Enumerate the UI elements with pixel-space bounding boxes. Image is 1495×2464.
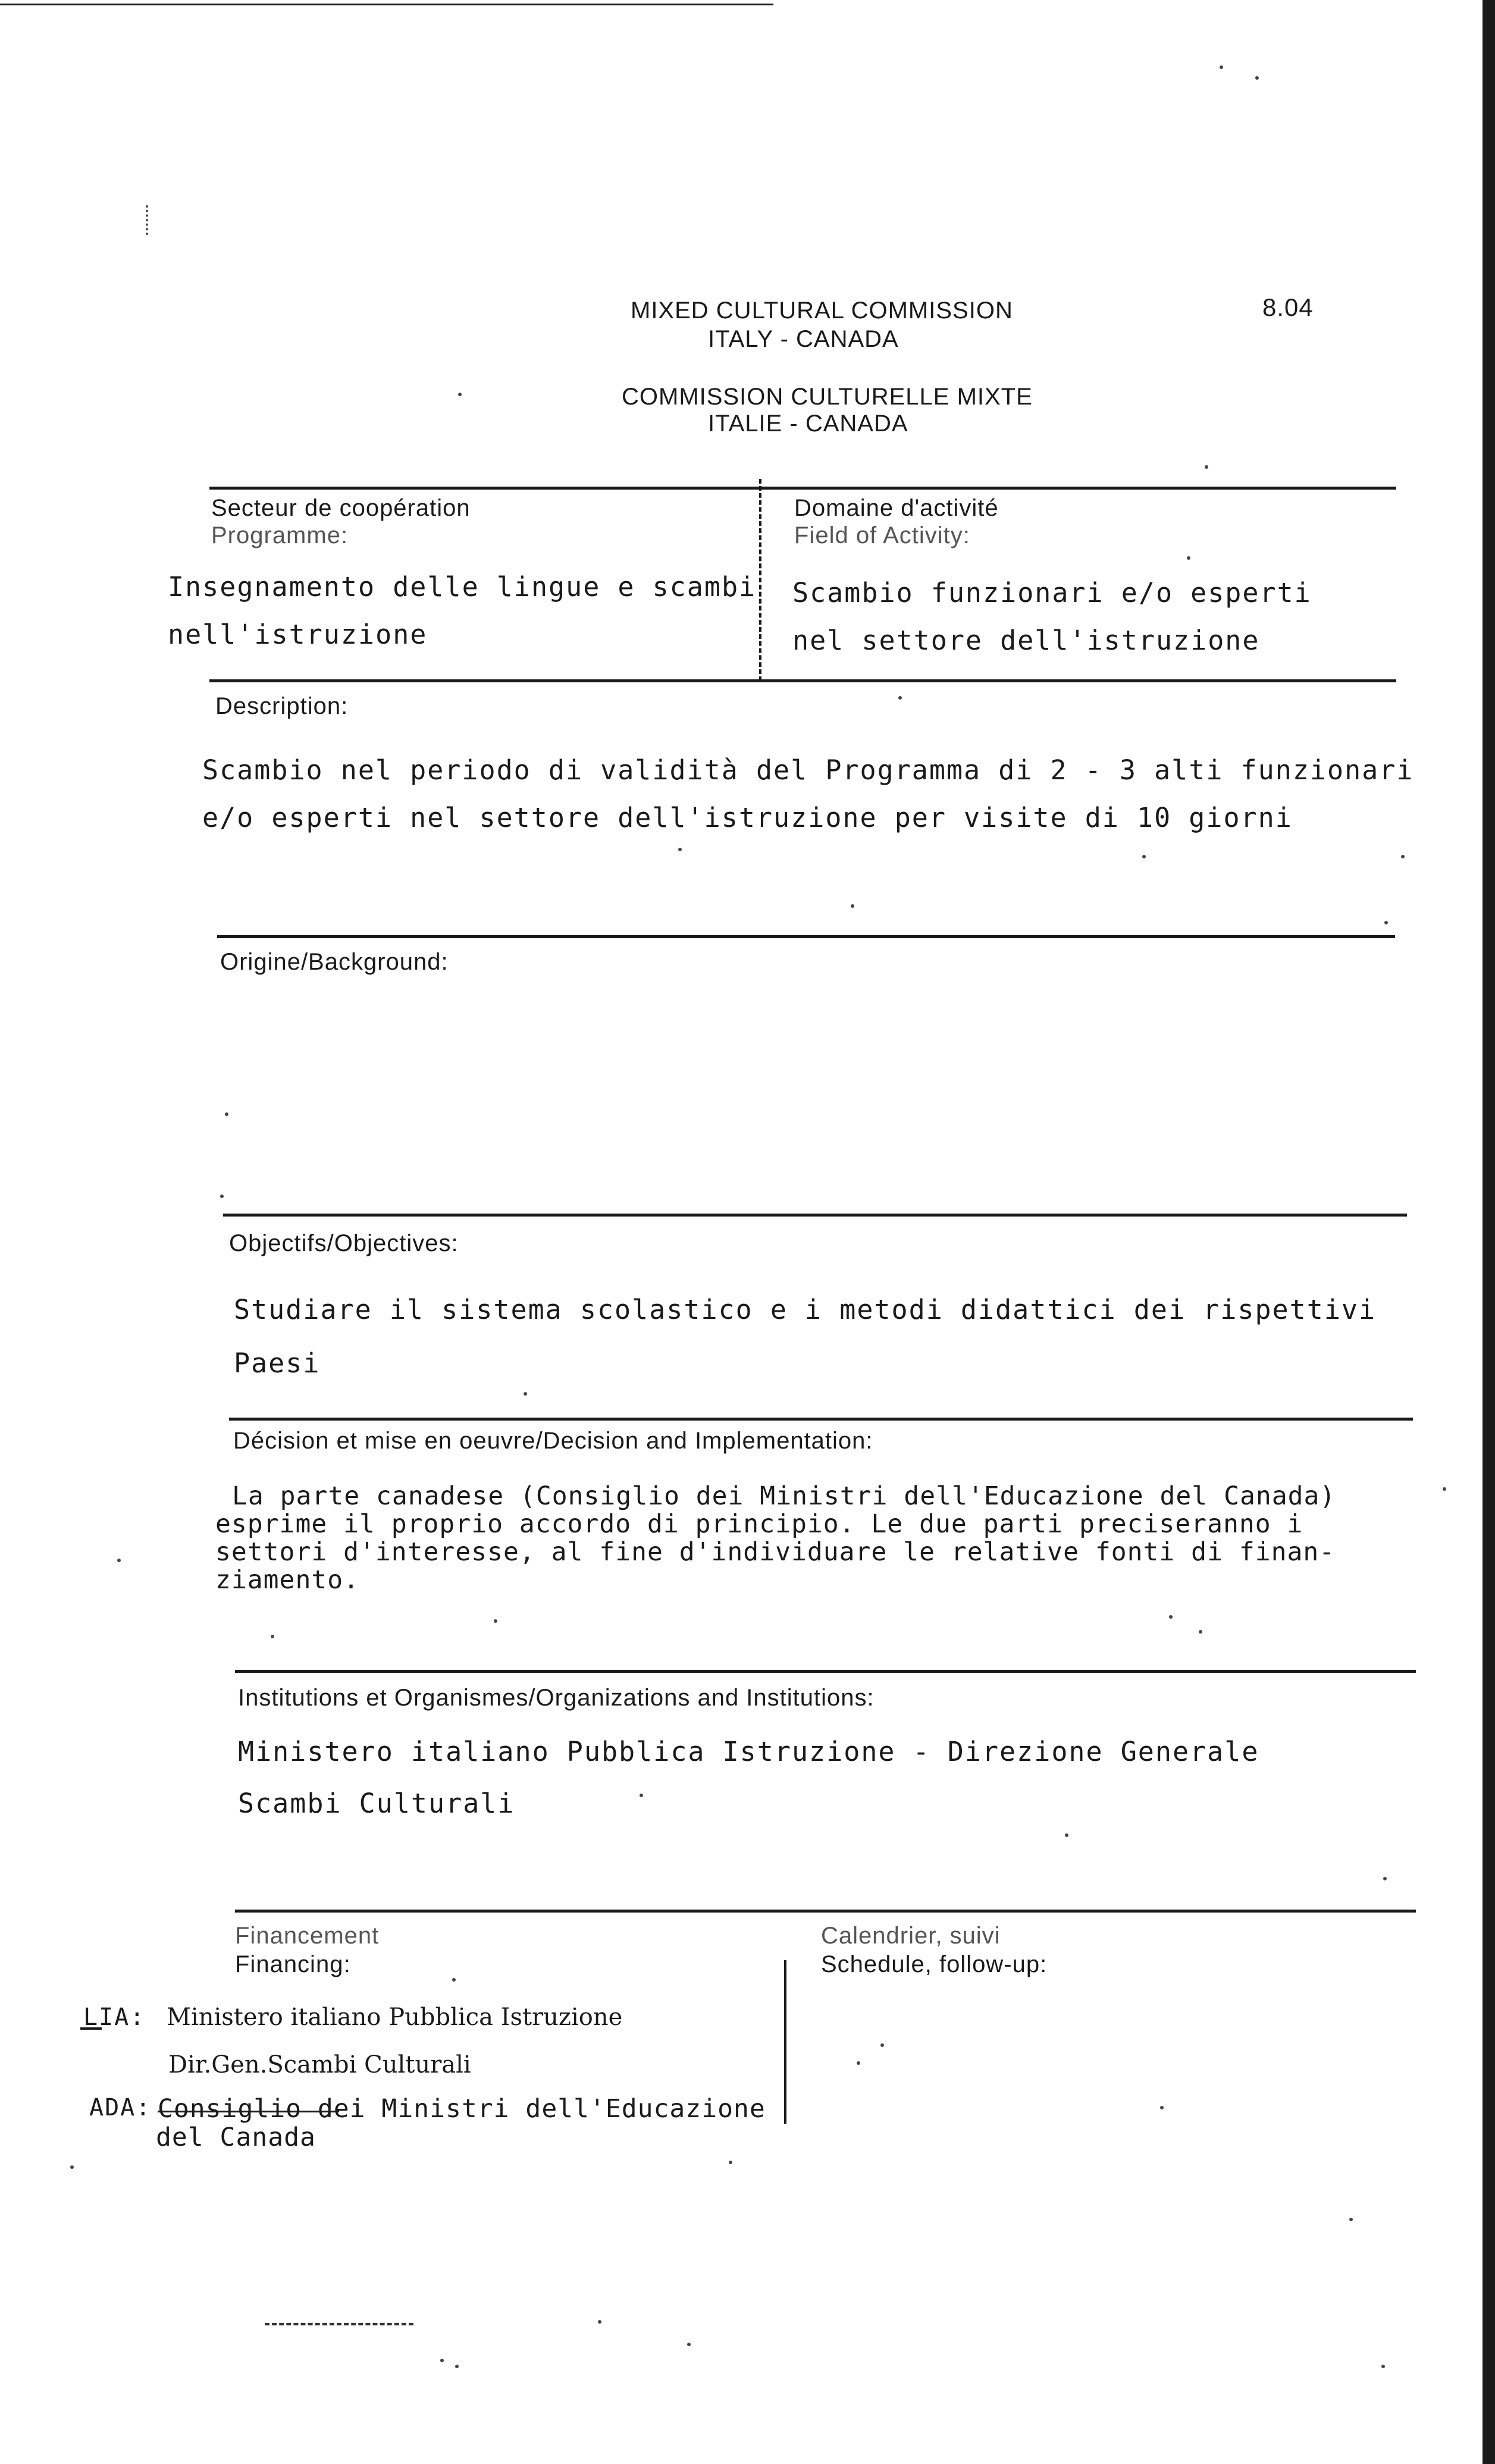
description-line2: e/o esperti nel settore dell'istruzione per visite di 10 giorni <box>202 802 1293 833</box>
scan-speck <box>1065 1833 1068 1837</box>
objectives-line1: Studiare il sistema scolastico e i metodi didattici dei rispettivi <box>234 1294 1377 1325</box>
scan-speck <box>598 2320 601 2324</box>
decision-label: Décision et mise en oeuvre/Decision and Implementation: <box>233 1428 873 1454</box>
scan-speck <box>678 848 682 851</box>
program-value-line1: Insegnamento delle lingue e scambi <box>168 571 757 603</box>
scan-speck <box>458 393 462 396</box>
field-label-en: Field of Activity: <box>794 522 970 548</box>
scan-speck <box>220 1195 224 1198</box>
scan-speck <box>1401 855 1405 858</box>
background-label: Origine/Background: <box>220 949 449 975</box>
scan-speck <box>70 2165 74 2169</box>
scan-speck <box>524 1392 527 1396</box>
program-label-en: Programme: <box>211 522 349 548</box>
divider-decision-top <box>229 1418 1413 1421</box>
field-value-line1: Scambio funzionari e/o esperti <box>792 577 1312 609</box>
divider-financing-top <box>235 1910 1416 1913</box>
divider-program-top <box>209 487 1396 490</box>
institutions-label: Institutions et Organismes/Organizations and Institutions: <box>238 1685 875 1711</box>
scan-speck <box>1169 1615 1173 1619</box>
divider-background-top <box>217 935 1395 938</box>
financing-label-en: Financing: <box>235 1951 351 1977</box>
header-subtitle-fr: ITALIE - CANADA <box>708 410 908 437</box>
header-title-en: MIXED CULTURAL COMMISSION <box>631 297 1013 324</box>
financing-canada-strike <box>158 2111 339 2112</box>
header-subtitle-en: ITALY - CANADA <box>708 326 899 352</box>
scan-speck <box>851 904 854 908</box>
description-label: Description: <box>215 693 349 719</box>
scan-speck <box>452 1978 456 1982</box>
scan-speck <box>1187 556 1190 560</box>
scan-speck <box>687 2343 691 2346</box>
field-label-fr: Domaine d'activité <box>794 495 999 521</box>
program-value-line2: nell'istruzione <box>168 619 428 650</box>
divider-program-vertical <box>759 479 761 681</box>
financing-canada-line1: Consiglio dei Ministri dell'Educazione <box>158 2094 766 2124</box>
scan-speck <box>1199 1630 1202 1634</box>
institutions-line2: Scambi Culturali <box>238 1788 515 1819</box>
financing-label-fr: Financement <box>235 1923 380 1949</box>
scan-speck <box>857 2061 860 2065</box>
objectives-line2: Paesi <box>234 1347 321 1379</box>
right-edge-shadow <box>1483 0 1495 2464</box>
financing-italy-line2: Dir.Gen.Scambi Culturali <box>168 2051 471 2079</box>
financing-italy-prefix: LIA: <box>83 2004 146 2031</box>
scan-speck <box>440 2359 444 2362</box>
scan-speck <box>880 2043 884 2047</box>
scan-speck <box>455 2365 459 2368</box>
scan-speck <box>1383 1877 1387 1880</box>
scan-dash-mark <box>265 2323 413 2325</box>
institutions-line1: Ministero italiano Pubblica Istruzione - Direzione Generale <box>238 1736 1259 1767</box>
divider-objectives-top <box>223 1214 1407 1217</box>
divider-institutions-top <box>235 1670 1416 1673</box>
scan-speck <box>640 1794 643 1797</box>
scan-speck <box>1205 465 1208 469</box>
top-edge-line <box>0 4 773 5</box>
financing-italy-prefix-bar <box>80 2027 102 2030</box>
schedule-label-en: Schedule, follow-up: <box>821 1951 1048 1977</box>
decision-line4: ziamento. <box>215 1565 359 1595</box>
header-title-fr: COMMISSION CULTURELLE MIXTE <box>622 384 1033 410</box>
left-margin-mark <box>146 205 151 235</box>
scan-speck <box>1142 855 1146 858</box>
financing-canada-prefix: ADA: <box>89 2094 152 2121</box>
description-line1: Scambio nel periodo di validità del Programma di 2 - 3 alti funzionari <box>202 754 1414 786</box>
decision-line2: esprime il proprio accordo di principio. Le due parti preciseranno i <box>215 1509 1303 1539</box>
scan-speck <box>117 1559 121 1562</box>
objectives-label: Objectifs/Objectives: <box>229 1230 459 1256</box>
financing-canada-line2: del Canada <box>156 2123 316 2152</box>
scan-speck <box>1384 921 1388 924</box>
schedule-label-fr: Calendrier, suivi <box>821 1923 1001 1949</box>
divider-financing-vertical <box>784 1960 786 2124</box>
financing-italy-line1: Ministero italiano Pubblica Istruzione <box>167 2004 623 2031</box>
scan-speck <box>898 696 902 700</box>
scan-speck <box>1220 65 1223 69</box>
decision-line1: La parte canadese (Consiglio dei Ministri dell'Educazione del Canada) <box>232 1481 1336 1511</box>
scan-speck <box>1443 1487 1446 1491</box>
scan-speck <box>1255 76 1259 80</box>
program-label-fr: Secteur de coopération <box>211 495 471 521</box>
field-value-line2: nel settore dell'istruzione <box>792 625 1260 656</box>
scan-speck <box>225 1112 228 1116</box>
scan-speck <box>1381 2365 1385 2368</box>
decision-line3: settori d'interesse, al fine d'individuare le relative fonti di finan- <box>215 1537 1336 1567</box>
divider-description-top <box>209 679 1396 682</box>
scan-speck <box>1349 2218 1353 2221</box>
doc-number: 8.04 <box>1262 293 1314 321</box>
scan-speck <box>494 1619 497 1623</box>
scan-speck <box>729 2161 732 2164</box>
scan-speck <box>271 1635 274 1638</box>
scan-speck <box>1160 2106 1164 2109</box>
